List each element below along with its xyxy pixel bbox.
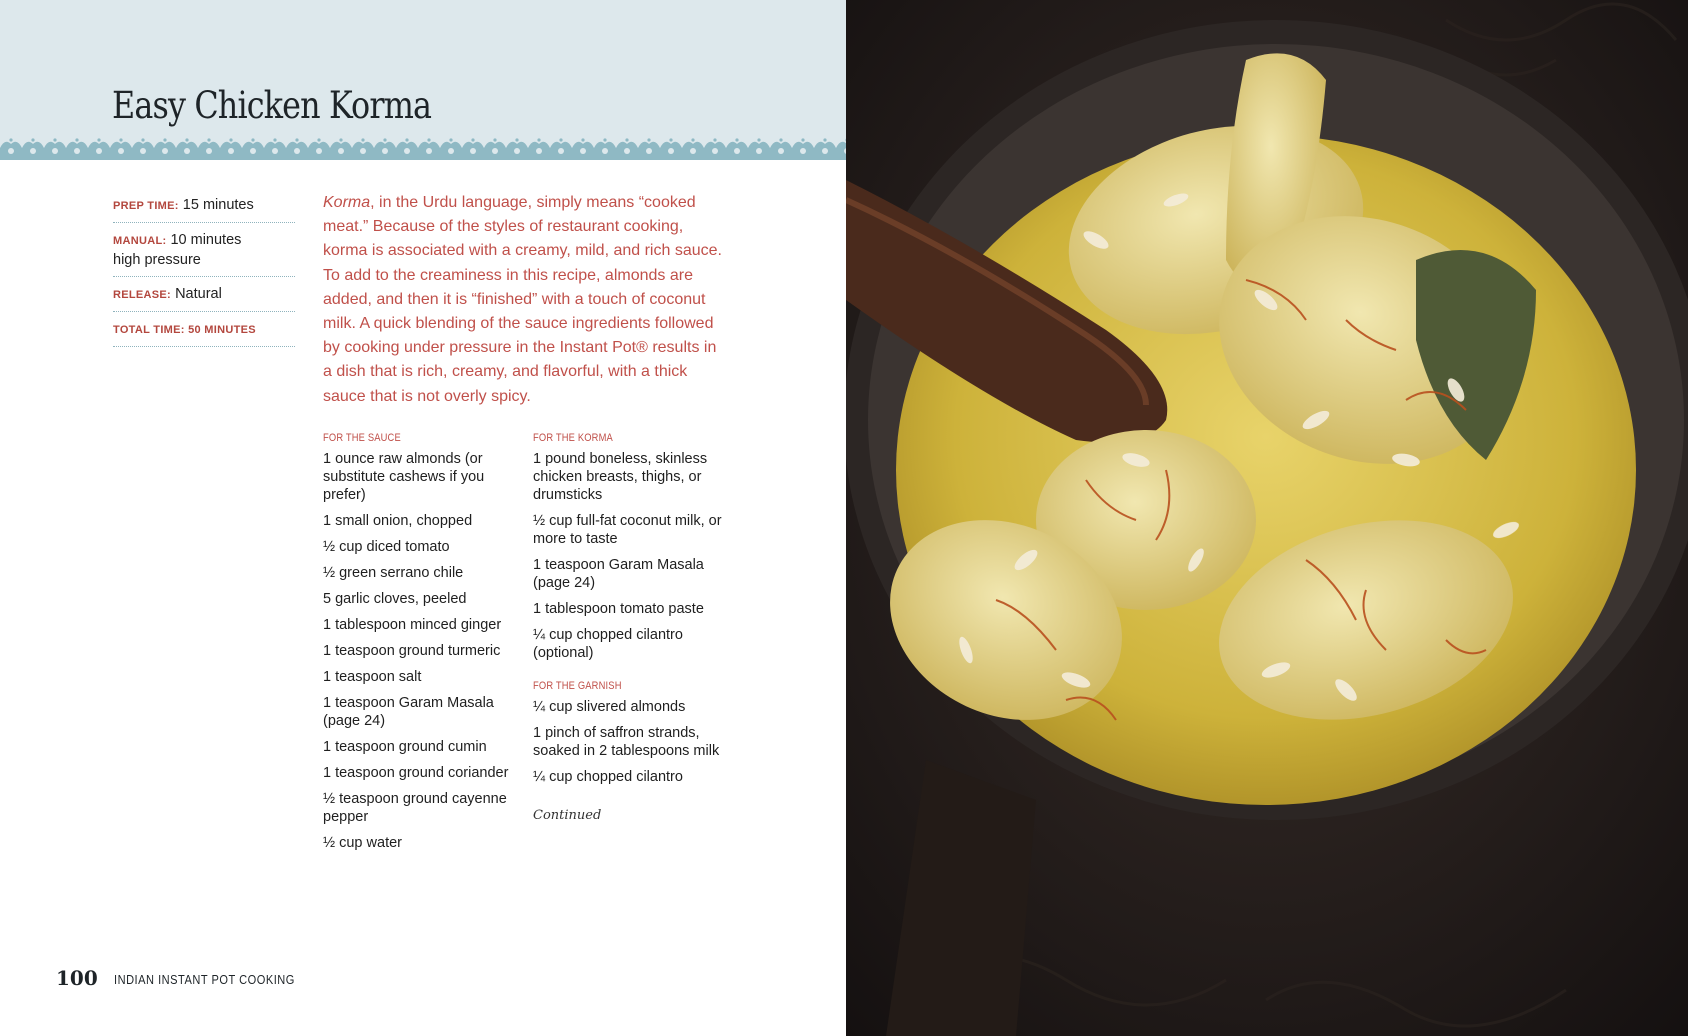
ingredient-item: ½ green serrano chile xyxy=(323,565,464,581)
stat-value-detail: high pressure xyxy=(113,252,201,268)
dish-photo xyxy=(846,0,1688,1036)
ingredient-item: 1 tablespoon minced ginger xyxy=(323,617,502,633)
page-number: 100 xyxy=(56,966,98,990)
running-title: INDIAN INSTANT POT COOKING xyxy=(114,972,295,987)
ingredient-item: ½ teaspoon ground cayenne pepper xyxy=(323,791,507,825)
ingredient-item: ½ cup diced tomato xyxy=(323,539,450,555)
recipe-title: Easy Chicken Korma xyxy=(112,84,432,127)
ingredients-korma xyxy=(533,432,723,823)
ingredient-item: 1 teaspoon Garam Masala (page 24) xyxy=(533,557,704,591)
stat-manual xyxy=(113,229,295,277)
stat-label: PREP TIME: xyxy=(113,200,179,212)
section-heading: FOR THE SAUCE xyxy=(323,432,401,444)
stat-release xyxy=(113,283,295,312)
continued-note: Continued xyxy=(533,808,602,823)
intro-lead-word: Korma xyxy=(323,194,371,211)
ingredients-sauce xyxy=(323,432,513,860)
dish-photo-illustration xyxy=(846,0,1688,1036)
stat-value: 10 minutes xyxy=(170,232,242,248)
ingredient-item: 1 pound boneless, skinless chicken breasts, thighs, or drumsticks xyxy=(533,451,708,503)
ingredient-item: 1 teaspoon ground turmeric xyxy=(323,643,501,659)
stat-label: MANUAL: xyxy=(113,235,167,247)
ingredient-item: 5 garlic cloves, peeled xyxy=(323,591,467,607)
ingredient-item: ¼ cup chopped cilantro xyxy=(533,769,683,785)
decorative-border xyxy=(0,134,846,160)
stat-total-time xyxy=(113,318,295,347)
ingredient-item: 1 pinch of saffron strands, soaked in 2 tablespoons milk xyxy=(533,725,720,759)
ingredient-item: 1 teaspoon Garam Masala (page 24) xyxy=(323,695,494,729)
stat-prep-time xyxy=(113,194,295,223)
ingredient-item: ½ cup full-fat coconut milk, or more to taste xyxy=(533,513,722,547)
ingredient-item: 1 ounce raw almonds (or substitute cashews if you prefer) xyxy=(323,451,485,503)
ingredient-item: ¼ cup chopped cilantro (optional) xyxy=(533,627,683,661)
ingredient-item: 1 tablespoon tomato paste xyxy=(533,601,704,617)
ingredient-item: 1 teaspoon ground coriander xyxy=(323,765,509,781)
section-heading: FOR THE KORMA xyxy=(533,432,613,444)
stat-value: Natural xyxy=(175,286,222,302)
stat-label: TOTAL TIME: 50 MINUTES xyxy=(113,324,256,336)
section-heading: FOR THE GARNISH xyxy=(533,680,622,692)
ingredient-item: ¼ cup slivered almonds xyxy=(533,699,686,715)
stat-value: 15 minutes xyxy=(182,197,254,213)
intro-text: , in the Urdu language, simply means “cooked meat.” Because of the styles of restaurant cooking, korma is associated with a creamy, mild, and rich sauce. To add to the creaminess in this recipe, almonds are added, and then it is “finished” with a touch of coconut milk. A quick blending of the sauce ingredients followed by cooking under pressure in the Instant Pot® results in a dish that is rich, creamy, and flavorful, with a thick sauce that is not overly spicy. xyxy=(323,194,722,405)
ingredient-item: ½ cup water xyxy=(323,835,402,851)
stat-label: RELEASE: xyxy=(113,289,172,301)
ingredient-item: 1 teaspoon salt xyxy=(323,669,422,685)
ingredient-item: 1 teaspoon ground cumin xyxy=(323,739,487,755)
recipe-intro xyxy=(323,191,723,409)
recipe-stats xyxy=(113,194,295,353)
ingredient-item: 1 small onion, chopped xyxy=(323,513,473,529)
